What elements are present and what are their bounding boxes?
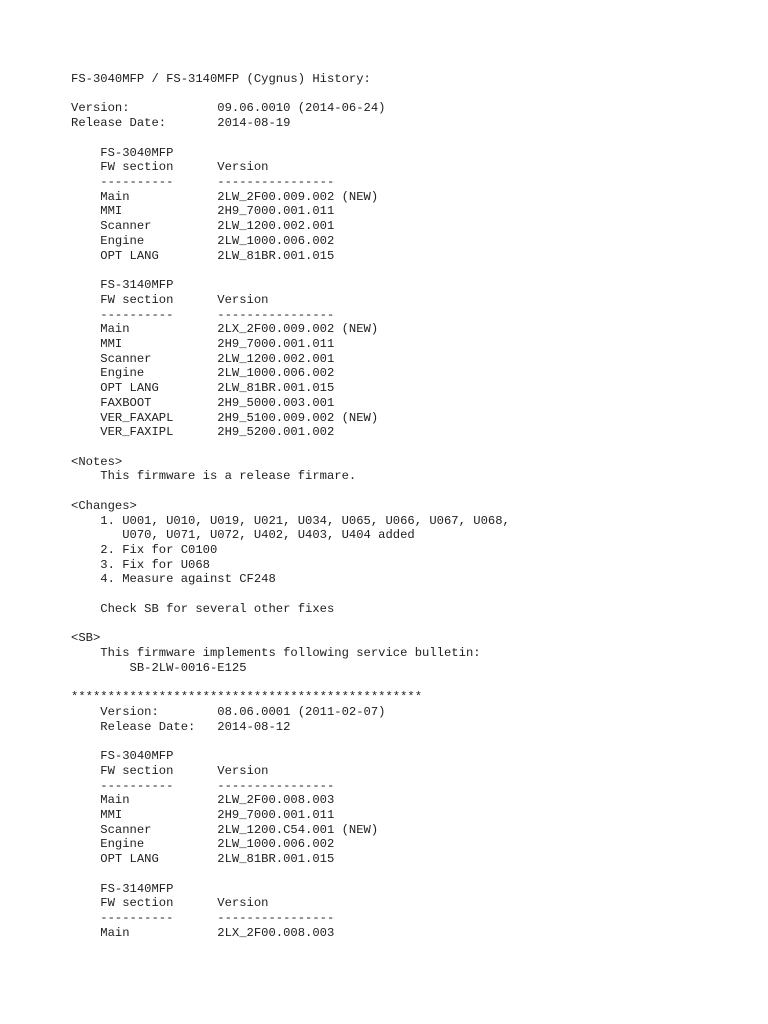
document-line: 2. Fix for C0100 [71,543,218,557]
document-line: MMI 2H9_7000.001.011 [71,336,335,351]
document-line: Main 2LX_2F00.009.002 (NEW) [71,322,379,337]
document-line: Version: 08.06.0001 (2011-02-07) [71,704,386,719]
document-line: ---------- ---------------- [71,307,335,322]
document-line: Check SB for several other fixes [71,601,335,616]
document-line: Version: 09.06.0010 (2014-06-24) [71,101,386,116]
document-line: FAXBOOT 2H9_5000.003.001 [71,395,335,410]
document-line [71,263,510,278]
document-line [71,87,510,102]
document-line: FW section Version [71,160,269,175]
document-line: FS-3140MFP [71,881,174,896]
document-line: ---------- ---------------- [71,778,335,793]
document-line: OPT LANG 2LW_81BR.001.015 [71,381,335,396]
document-line: 3. Fix for U068 [71,557,210,572]
document-line: FW section Version [71,763,269,778]
document-line: FW section Version [71,292,269,307]
document-line: 1. U001, U010, U019, U021, U034, U065, U066, U067, U068, [71,513,510,528]
document-line: Engine 2LW_1000.006.002 [71,366,335,381]
document-line: Release Date: 2014-08-12 [71,719,291,734]
document-line [71,587,510,602]
document-line [71,617,510,632]
firmware-history-document [71,72,510,940]
document-line [71,131,510,146]
document-line: OPT LANG 2LW_81BR.001.015 [71,852,335,867]
document-line: <Changes> [71,498,137,513]
document-line: Scanner 2LW_1200.002.001 [71,351,335,366]
document-line: FS-3140MFP [71,278,174,293]
document-line: VER_FAXIPL 2H9_5200.001.002 [71,425,335,440]
document-line: VER_FAXAPL 2H9_5100.009.002 (NEW) [71,410,379,425]
document-line: FS-3040MFP [71,145,174,160]
document-line: FS-3040MFP [71,749,174,764]
document-line [71,675,510,690]
document-line: FW section Version [71,896,269,911]
document-line: Main 2LW_2F00.008.003 [71,793,335,808]
document-line: Engine 2LW_1000.006.002 [71,837,335,852]
document-line: MMI 2H9_7000.001.011 [71,807,335,822]
document-line: ---------- ---------------- [71,910,335,925]
document-line [71,734,510,749]
document-line: U070, U071, U072, U402, U403, U404 added [71,528,415,543]
document-line [71,484,510,499]
document-line: <Notes> [71,454,123,469]
document-line: Main 2LX_2F00.008.003 [71,925,335,940]
document-line [71,440,510,455]
document-line: This firmware is a release firmare. [71,469,357,484]
document-line: 4. Measure against CF248 [71,572,276,587]
document-line: Engine 2LW_1000.006.002 [71,233,335,248]
document-line: MMI 2H9_7000.001.011 [71,204,335,219]
document-line: Main 2LW_2F00.009.002 (NEW) [71,189,379,204]
document-line: OPT LANG 2LW_81BR.001.015 [71,248,335,263]
document-line: This firmware implements following service bulletin: [71,646,481,661]
document-line: ************************************************ [71,690,423,705]
document-line: <SB> [71,631,101,646]
document-line: Release Date: 2014-08-19 [71,116,291,131]
document-line: Scanner 2LW_1200.C54.001 (NEW) [71,822,379,837]
document-line: FS-3040MFP / FS-3140MFP (Cygnus) History: [71,72,371,86]
document-line: SB-2LW-0016-E125 [71,660,247,675]
document-line [71,867,510,882]
document-line: Scanner 2LW_1200.002.001 [71,219,335,234]
document-line: ---------- ---------------- [71,175,335,190]
